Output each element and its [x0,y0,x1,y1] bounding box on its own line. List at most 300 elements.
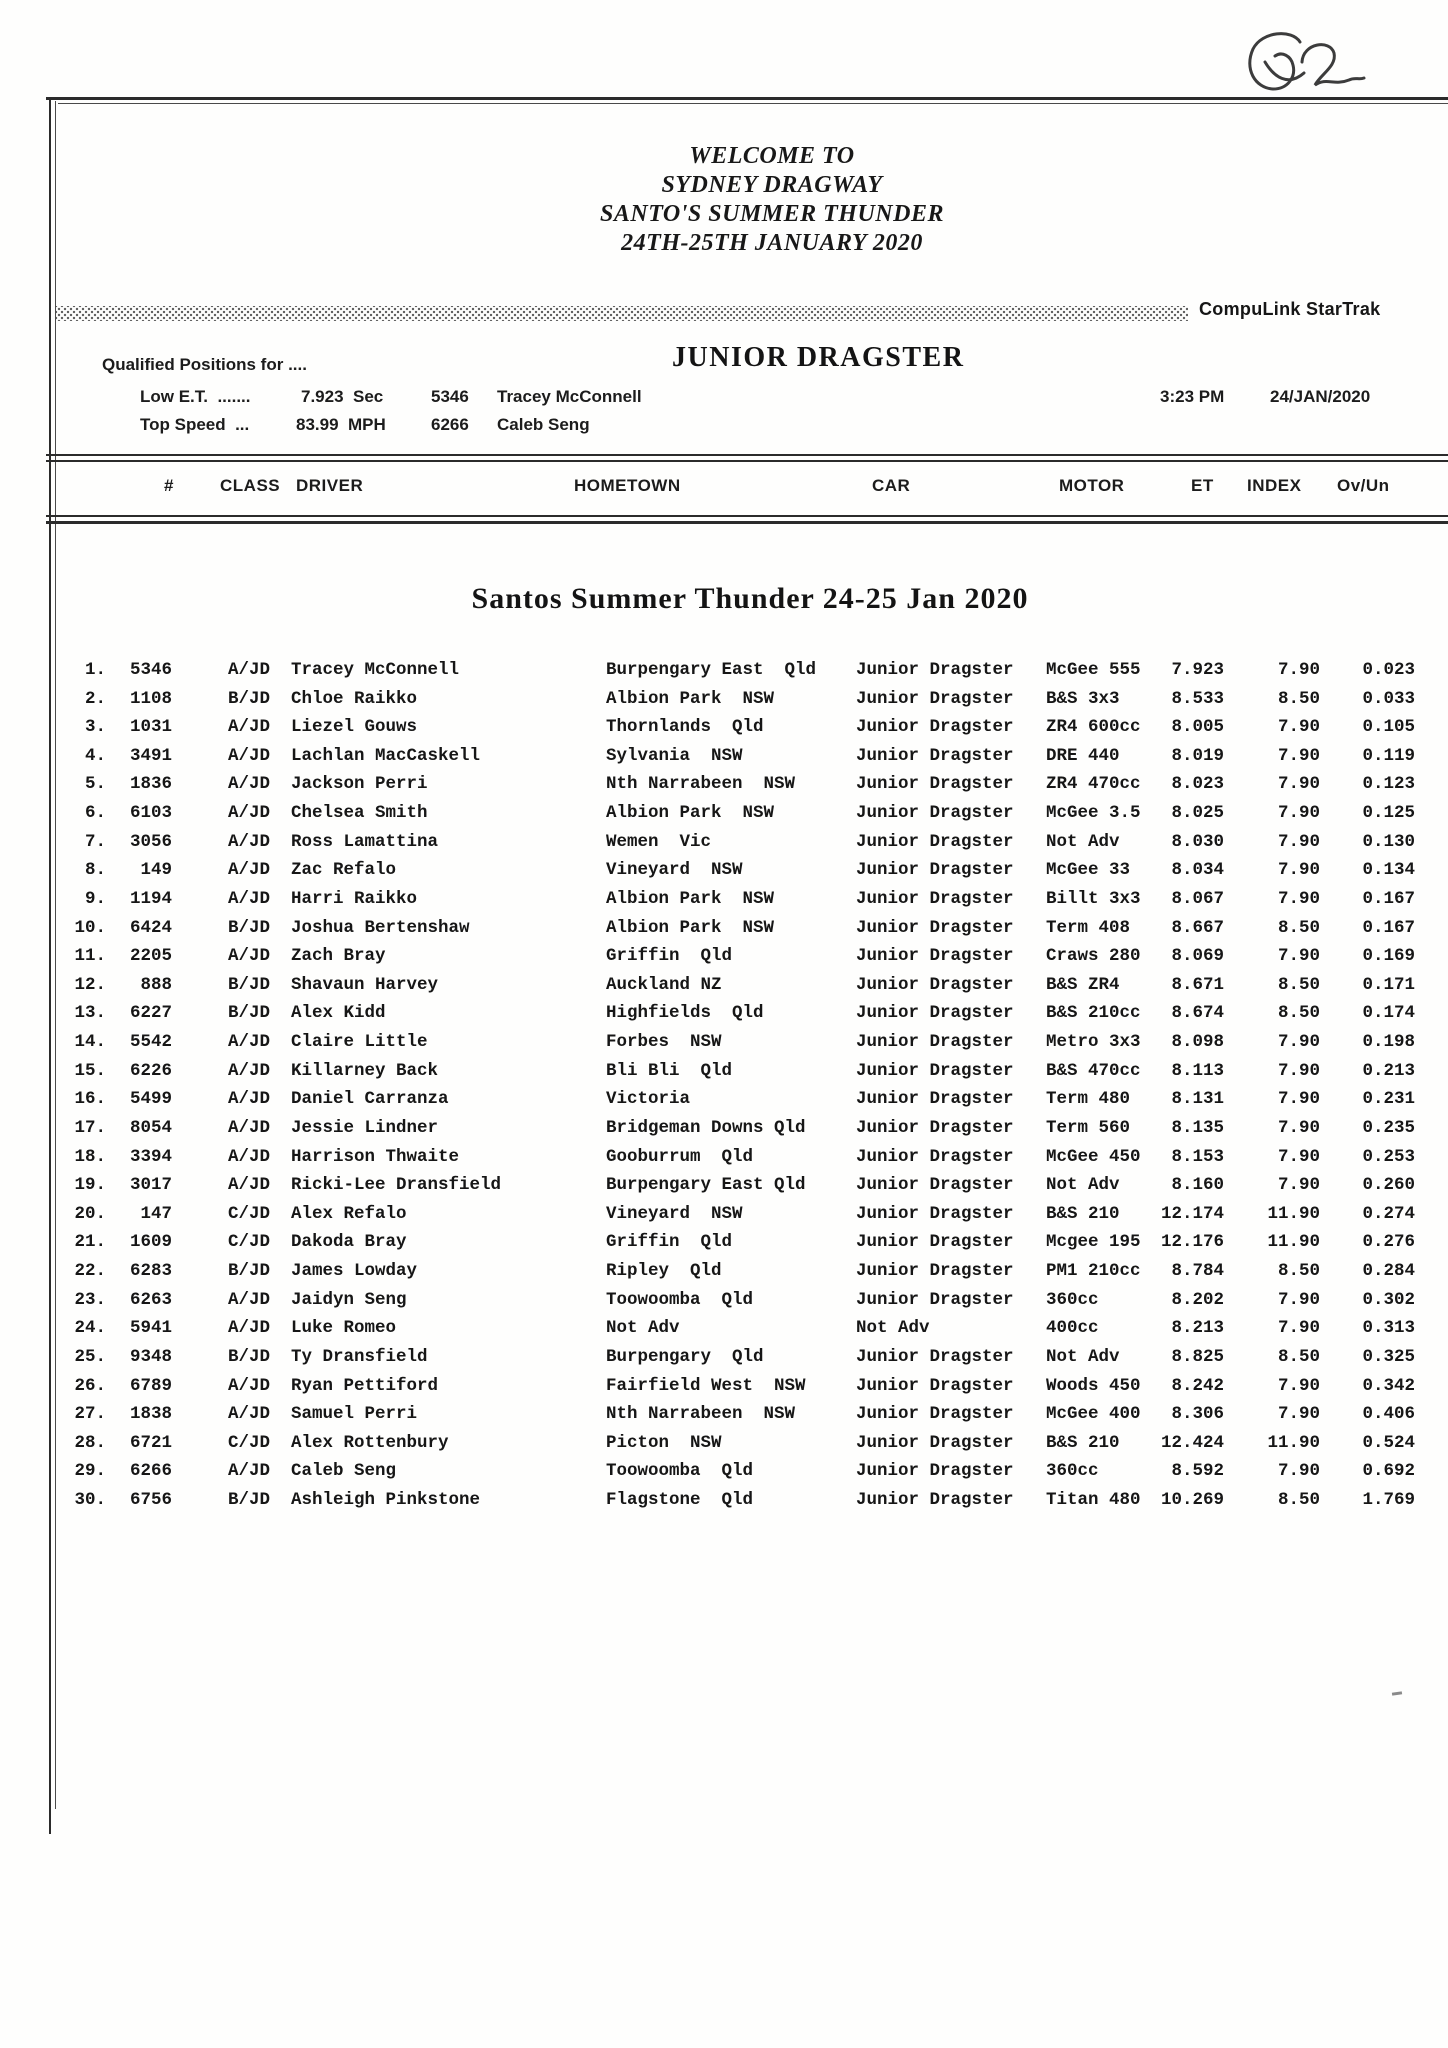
cell-motor: ZR4 600cc [1046,717,1141,738]
cell-driver: Ross Lamattina [291,831,439,852]
cell-ovun: 0.167 [1362,888,1415,909]
cell-pos: 2. [84,688,106,709]
cell-num: 1609 [129,1232,172,1253]
cell-index: 7.90 [1277,1060,1320,1081]
cell-motor: B&S 210cc [1046,1003,1141,1024]
table-row [0,858,1448,882]
cell-num: 8054 [129,1117,172,1138]
cell-cls: B/JD [228,1261,271,1282]
table-row [0,772,1448,796]
cell-driver: Alex Kidd [291,1003,386,1024]
column-header-motor: MOTOR [1059,476,1125,495]
cell-pos: 19. [74,1175,106,1196]
cell-num: 5499 [129,1089,172,1110]
table-row [0,944,1448,968]
cell-home: Picton NSW [606,1432,722,1453]
table-row [0,1173,1448,1197]
cell-et: 8.674 [1171,1003,1224,1024]
column-header-et: ET [1191,476,1214,495]
cell-driver: Luke Romeo [291,1318,397,1339]
cell-num: 3491 [129,745,172,766]
cell-motor: PM1 210cc [1046,1261,1141,1282]
cell-ovun: 0.692 [1362,1461,1415,1482]
cell-cls: A/JD [228,1060,271,1081]
cell-driver: Ricki-Lee Dransfield [291,1175,502,1196]
cell-driver: Zach Bray [291,946,386,967]
cell-ovun: 0.274 [1362,1203,1415,1224]
cell-home: Ripley Qld [606,1261,722,1282]
cell-pos: 13. [74,1003,106,1024]
cell-cls: A/JD [228,831,271,852]
cell-index: 8.50 [1277,1261,1320,1282]
cell-cls: A/JD [228,1117,271,1138]
table-row [0,1001,1448,1025]
cell-pos: 15. [74,1060,106,1081]
cell-home: Forbes NSW [606,1032,722,1053]
cell-driver: Chelsea Smith [291,803,428,824]
cell-home: Albion Park NSW [606,888,775,909]
cell-pos: 17. [74,1117,106,1138]
cell-driver: Tracey McConnell [291,660,460,680]
cell-home: Nth Narrabeen NSW [606,774,796,795]
cell-index: 7.90 [1277,831,1320,852]
cell-et: 8.306 [1171,1404,1224,1425]
cell-pos: 30. [74,1489,106,1510]
low-et-label: Low E.T. ....... [140,387,251,406]
cell-home: Griffin Qld [606,946,733,967]
cell-ovun: 0.260 [1362,1175,1415,1196]
cell-motor: McGee 450 [1046,1146,1141,1167]
cell-cls: A/JD [228,1461,271,1482]
cell-et: 8.019 [1171,745,1224,766]
cell-et: 8.533 [1171,688,1224,709]
table-row [0,715,1448,739]
cell-ovun: 0.171 [1362,974,1415,995]
cell-num: 6266 [129,1461,172,1482]
cell-num: 5941 [129,1318,172,1339]
cell-motor: McGee 555 [1046,660,1141,680]
cell-et: 8.025 [1171,803,1224,824]
welcome-line: WELCOME TO [689,143,855,169]
cell-pos: 22. [74,1261,106,1282]
table-row [0,1116,1448,1140]
cell-home: Victoria [606,1089,691,1110]
event-title: Santos Summer Thunder 24-25 Jan 2020 [471,582,1029,615]
cell-et: 8.160 [1171,1175,1224,1196]
cell-ovun: 0.167 [1362,917,1415,938]
cell-driver: Alex Rottenbury [291,1432,449,1453]
cell-motor: B&S 210 [1046,1432,1120,1453]
cell-home: Wemen Vic [606,831,712,852]
cell-num: 147 [140,1203,172,1224]
cell-cls: B/JD [228,688,271,709]
cell-et: 8.131 [1171,1089,1224,1110]
cell-motor: Not Adv [1046,831,1120,852]
cell-index: 11.90 [1267,1432,1320,1453]
cell-ovun: 0.023 [1362,660,1415,680]
cell-motor: DRE 440 [1046,745,1120,766]
cell-car: Junior Dragster [856,1432,1014,1453]
cell-cls: A/JD [228,1032,271,1053]
cell-driver: Jaidyn Seng [291,1289,407,1310]
cell-car: Junior Dragster [856,1489,1014,1510]
cell-num: 2205 [129,946,172,967]
cell-cls: A/JD [228,745,271,766]
cell-motor: 400cc [1046,1318,1099,1339]
cell-num: 6103 [129,803,172,824]
cell-motor: McGee 400 [1046,1404,1141,1425]
cell-et: 8.098 [1171,1032,1224,1053]
cell-index: 7.90 [1277,774,1320,795]
cell-cls: B/JD [228,1003,271,1024]
table-row [0,744,1448,768]
table-row [0,1402,1448,1426]
cell-ovun: 0.198 [1362,1032,1415,1053]
welcome-line: SANTO'S SUMMER THUNDER [600,201,944,227]
cell-motor: B&S 210 [1046,1203,1120,1224]
table-row [0,1087,1448,1111]
cell-index: 7.90 [1277,745,1320,766]
cell-num: 1836 [129,774,172,795]
cell-car: Junior Dragster [856,717,1014,738]
table-row [0,658,1448,682]
cell-cls: C/JD [228,1232,271,1253]
table-row [0,1030,1448,1054]
cell-ovun: 0.130 [1362,831,1415,852]
cell-home: Toowoomba Qld [606,1289,754,1310]
cell-home: Fairfield West NSW [606,1375,806,1396]
cell-index: 7.90 [1277,660,1320,680]
table-row [0,1459,1448,1483]
cell-driver: Claire Little [291,1032,428,1053]
cell-et: 12.424 [1160,1432,1224,1453]
cell-car: Junior Dragster [856,1261,1014,1282]
cell-driver: Samuel Perri [291,1404,418,1425]
cell-driver: Harrison Thwaite [291,1146,460,1167]
cell-index: 7.90 [1277,1404,1320,1425]
print-date: 24/JAN/2020 [1270,387,1371,406]
cell-index: 8.50 [1277,1003,1320,1024]
cell-driver: Lachlan MacCaskell [291,745,481,766]
cell-index: 7.90 [1277,1146,1320,1167]
cell-home: Griffin Qld [606,1232,733,1253]
cell-pos: 28. [74,1432,106,1453]
cell-cls: A/JD [228,1404,271,1425]
cell-et: 8.242 [1171,1375,1224,1396]
cell-car: Junior Dragster [856,974,1014,995]
cell-car: Junior Dragster [856,831,1014,852]
cell-num: 5346 [129,660,172,680]
cell-index: 8.50 [1277,688,1320,709]
cell-motor: B&S ZR4 [1046,974,1120,995]
cell-pos: 21. [74,1232,106,1253]
cell-index: 8.50 [1277,1489,1320,1510]
cell-car: Junior Dragster [856,917,1014,938]
cell-index: 7.90 [1277,1117,1320,1138]
cell-pos: 18. [74,1146,106,1167]
print-time: 3:23 PM [1160,387,1225,406]
column-header-class: CLASS [220,476,281,495]
table-row [0,801,1448,825]
cell-index: 7.90 [1277,1375,1320,1396]
cell-home: Burpengary Qld [606,1346,764,1367]
cell-ovun: 0.406 [1362,1404,1415,1425]
cell-motor: McGee 3.5 [1046,803,1141,824]
cell-home: Burpengary East Qld [606,660,817,680]
column-header-car: CAR [872,476,911,495]
cell-et: 8.592 [1171,1461,1224,1482]
cell-et: 8.202 [1171,1289,1224,1310]
cell-pos: 26. [74,1375,106,1396]
table-row [0,1431,1448,1455]
column-header-ovun: Ov/Un [1337,476,1390,495]
top-speed-car-number: 6266 [431,415,469,434]
cell-home: Highfields Qld [606,1003,764,1024]
cell-car: Junior Dragster [856,946,1014,967]
cell-et: 7.923 [1171,660,1224,680]
cell-cls: A/JD [228,888,271,909]
cell-cls: A/JD [228,1175,271,1196]
cell-cls: B/JD [228,974,271,995]
table-row [0,1145,1448,1169]
cell-index: 8.50 [1277,1346,1320,1367]
table-row [0,1345,1448,1369]
cell-home: Bridgeman Downs Qld [606,1117,806,1138]
cell-index: 7.90 [1277,946,1320,967]
cell-car: Junior Dragster [856,774,1014,795]
cell-ovun: 0.105 [1362,717,1415,738]
cell-ovun: 0.325 [1362,1346,1415,1367]
cell-index: 7.90 [1277,1089,1320,1110]
cell-driver: James Lowday [291,1261,418,1282]
top-speed-label: Top Speed ... [140,415,250,434]
cell-car: Junior Dragster [856,1060,1014,1081]
cell-index: 8.50 [1277,917,1320,938]
cell-index: 11.90 [1267,1232,1320,1253]
table-row [0,916,1448,940]
cell-ovun: 0.276 [1362,1232,1415,1253]
cell-index: 7.90 [1277,1461,1320,1482]
cell-motor: Not Adv [1046,1175,1120,1196]
cell-et: 10.269 [1160,1489,1224,1510]
table-row [0,1202,1448,1226]
cell-car: Junior Dragster [856,803,1014,824]
cell-car: Junior Dragster [856,660,1014,680]
cell-cls: B/JD [228,1346,271,1367]
cell-ovun: 0.134 [1362,860,1415,881]
cell-motor: 360cc [1046,1461,1099,1482]
cell-index: 7.90 [1277,888,1320,909]
cell-num: 6789 [129,1375,172,1396]
cell-car: Junior Dragster [856,688,1014,709]
cell-pos: 5. [84,774,106,795]
table-row [0,1488,1448,1512]
welcome-line: SYDNEY DRAGWAY [661,172,883,198]
cell-cls: C/JD [228,1432,271,1453]
table-row [0,830,1448,854]
cell-num: 3056 [129,831,172,852]
low-et-driver: Tracey McConnell [497,387,642,406]
cell-index: 7.90 [1277,860,1320,881]
cell-pos: 16. [74,1089,106,1110]
brand-label: CompuLink StarTrak [1199,299,1381,319]
cell-ovun: 0.213 [1362,1060,1415,1081]
table-row [0,1288,1448,1312]
cell-driver: Killarney Back [291,1060,439,1081]
cell-pos: 10. [74,917,106,938]
cell-home: Thornlands Qld [606,717,764,738]
cell-ovun: 0.284 [1362,1261,1415,1282]
scan-artifact [1392,1691,1402,1695]
cell-cls: A/JD [228,860,271,881]
cell-motor: Term 408 [1046,917,1131,938]
cell-home: Nth Narrabeen NSW [606,1404,796,1425]
cell-ovun: 0.313 [1362,1318,1415,1339]
cell-driver: Chloe Raikko [291,688,418,709]
cell-car: Junior Dragster [856,1032,1014,1053]
cell-home: Sylvania NSW [606,745,743,766]
cell-ovun: 1.769 [1362,1489,1415,1510]
cell-motor: McGee 33 [1046,860,1131,881]
cell-ovun: 0.123 [1362,774,1415,795]
qualified-positions-label: Qualified Positions for .... [102,355,307,374]
cell-driver: Jackson Perri [291,774,428,795]
cell-motor: Metro 3x3 [1046,1032,1141,1053]
cell-num: 5542 [129,1032,172,1053]
cell-home: Albion Park NSW [606,803,775,824]
cell-cls: A/JD [228,1318,271,1339]
class-title: JUNIOR DRAGSTER [672,342,965,373]
welcome-line: 24TH-25TH JANUARY 2020 [621,230,923,256]
cell-ovun: 0.125 [1362,803,1415,824]
cell-cls: A/JD [228,1375,271,1396]
cell-num: 1031 [129,717,172,738]
cell-ovun: 0.174 [1362,1003,1415,1024]
cell-home: Flagstone Qld [606,1489,754,1510]
cell-car: Junior Dragster [856,1117,1014,1138]
cell-cls: A/JD [228,1089,271,1110]
cell-ovun: 0.169 [1362,946,1415,967]
cell-home: Albion Park NSW [606,688,775,709]
cell-pos: 3. [84,717,106,738]
cell-cls: A/JD [228,803,271,824]
top-speed-driver: Caleb Seng [497,415,590,434]
cell-num: 1194 [129,888,172,909]
cell-pos: 9. [84,888,106,909]
cell-et: 8.030 [1171,831,1224,852]
cell-et: 8.153 [1171,1146,1224,1167]
cell-pos: 23. [74,1289,106,1310]
cell-num: 1108 [129,688,172,709]
cell-pos: 1. [84,660,106,680]
cell-index: 7.90 [1277,1032,1320,1053]
cell-pos: 14. [74,1032,106,1053]
cell-motor: Mcgee 195 [1046,1232,1141,1253]
cell-car: Junior Dragster [856,888,1014,909]
cell-ovun: 0.119 [1362,745,1415,766]
cell-et: 12.174 [1160,1203,1224,1224]
cell-cls: A/JD [228,660,271,680]
cell-pos: 12. [74,974,106,995]
cell-car: Junior Dragster [856,1404,1014,1425]
cell-driver: Dakoda Bray [291,1232,407,1253]
cell-motor: Not Adv [1046,1346,1120,1367]
cell-num: 6756 [129,1489,172,1510]
cell-num: 6721 [129,1432,172,1453]
column-header-hometown: HOMETOWN [574,476,681,495]
cell-ovun: 0.033 [1362,688,1415,709]
cell-index: 8.50 [1277,974,1320,995]
cell-num: 6424 [129,917,172,938]
cell-cls: B/JD [228,917,271,938]
cell-ovun: 0.231 [1362,1089,1415,1110]
cell-car: Junior Dragster [856,1346,1014,1367]
cell-num: 6283 [129,1261,172,1282]
cell-car: Junior Dragster [856,860,1014,881]
column-header-driver: DRIVER [296,476,364,495]
cell-et: 8.005 [1171,717,1224,738]
cell-et: 8.135 [1171,1117,1224,1138]
cell-home: Auckland NZ [606,974,722,995]
cell-driver: Daniel Carranza [291,1089,449,1110]
cell-num: 6263 [129,1289,172,1310]
low-et-car-number: 5346 [431,387,469,406]
cell-car: Junior Dragster [856,1375,1014,1396]
cell-num: 888 [140,974,172,995]
cell-home: Vineyard NSW [606,860,743,881]
cell-car: Junior Dragster [856,1289,1014,1310]
cell-ovun: 0.235 [1362,1117,1415,1138]
cell-driver: Harri Raikko [291,888,418,909]
cell-driver: Ashleigh Pinkstone [291,1489,481,1510]
table-row [0,973,1448,997]
cell-home: Toowoomba Qld [606,1461,754,1482]
cell-driver: Alex Refalo [291,1203,407,1224]
cell-index: 7.90 [1277,803,1320,824]
cell-index: 7.90 [1277,1289,1320,1310]
cell-car: Junior Dragster [856,1461,1014,1482]
cell-motor: 360cc [1046,1289,1099,1310]
cell-pos: 8. [84,860,106,881]
cell-et: 8.067 [1171,888,1224,909]
table-row [0,887,1448,911]
low-et-value: 7.923 Sec [301,387,384,406]
cell-num: 6227 [129,1003,172,1024]
cell-et: 8.671 [1171,974,1224,995]
table-row [0,1230,1448,1254]
cell-driver: Liezel Gouws [291,717,418,738]
cell-num: 149 [140,860,172,881]
cell-et: 8.825 [1171,1346,1224,1367]
cell-motor: B&S 470cc [1046,1060,1141,1081]
cell-index: 7.90 [1277,717,1320,738]
cell-motor: B&S 3x3 [1046,688,1120,709]
cell-motor: Term 480 [1046,1089,1131,1110]
cell-et: 8.784 [1171,1261,1224,1282]
cell-num: 3017 [129,1175,172,1196]
cell-motor: Billt 3x3 [1046,888,1141,909]
cell-et: 8.213 [1171,1318,1224,1339]
cell-home: Gooburrum Qld [606,1146,754,1167]
cell-motor: Titan 480 [1046,1489,1141,1510]
cell-car: Junior Dragster [856,1146,1014,1167]
cell-motor: Term 560 [1046,1117,1131,1138]
cell-pos: 27. [74,1404,106,1425]
table-row [0,1374,1448,1398]
cell-car: Not Adv [856,1318,930,1339]
cell-ovun: 0.302 [1362,1289,1415,1310]
table-row [0,1316,1448,1340]
